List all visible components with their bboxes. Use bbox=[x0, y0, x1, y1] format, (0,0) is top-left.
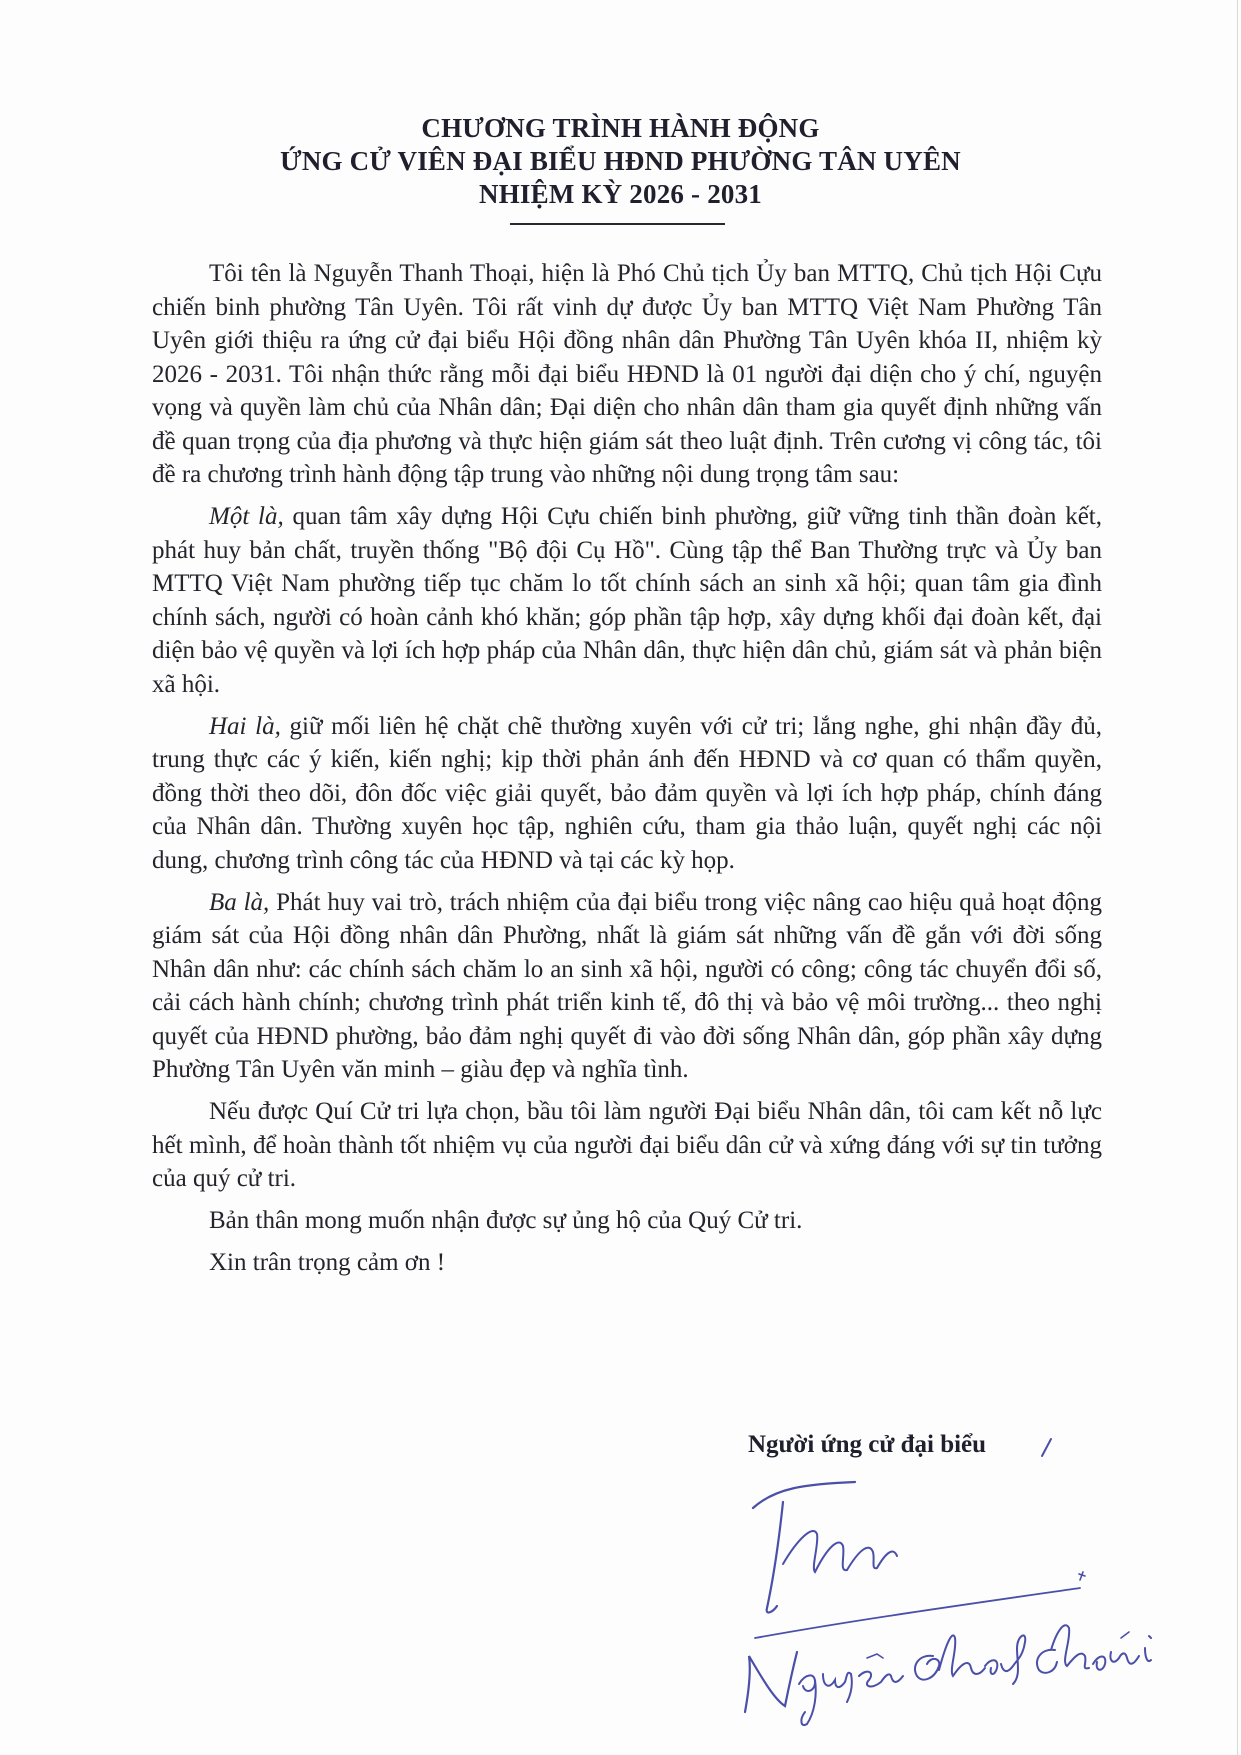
paragraph-lead: Hai là, bbox=[209, 712, 281, 740]
paragraph-lead: Ba là, bbox=[209, 888, 270, 916]
paragraph-text: Bản thân mong muốn nhận được sự ủng hộ của Quý Cử tri. bbox=[209, 1207, 803, 1234]
paragraph-point-1 bbox=[152, 500, 1102, 701]
pen-tick-mark bbox=[1040, 1436, 1054, 1458]
paragraph-text: quan tâm xây dựng Hội Cựu chiến binh phường, giữ vững tinh thần đoàn kết, phát huy bản chất, truyền thống "Bộ đội Cụ Hồ". Cùng tập thể Ban Thường trực và Ủy ban MTTQ Việt Nam phường tiếp tục chăm lo tốt chính sách an sinh xã hội; quan tâm gia đình chính sách, người có hoàn cảnh khó khăn; góp phần tập hợp, xây dựng khối đại đoàn kết, đại diện bảo vệ quyền và lợi ích hợp pháp của Nhân dân, thực hiện dân chủ, giám sát và phản biện xã hội. bbox=[152, 503, 1102, 698]
paragraph-support bbox=[152, 1204, 1102, 1238]
scan-edge-line bbox=[1237, 0, 1238, 1755]
paragraph-thanks bbox=[152, 1246, 1102, 1280]
paragraph-point-3 bbox=[152, 886, 1102, 1087]
title-line-1: CHƯƠNG TRÌNH HÀNH ĐỘNG bbox=[421, 113, 820, 143]
paragraph-text: Nếu được Quí Cử tri lựa chọn, bầu tôi làm người Đại biểu Nhân dân, tôi cam kết nỗ lực hết mình, để hoàn thành tốt nhiệm vụ của người đại biểu dân cử và xứng đáng với sự tin tưởng của quý cử tri. bbox=[152, 1098, 1102, 1192]
paragraph-text: Xin trân trọng cảm ơn ! bbox=[209, 1249, 446, 1276]
paragraph-commitment bbox=[152, 1095, 1102, 1196]
paragraph-text: giữ mối liên hệ chặt chẽ thường xuyên với cử tri; lắng nghe, ghi nhận đầy đủ, trung thực các ý kiến, kiến nghị; kịp thời phản ánh đến HĐND và cơ quan có thẩm quyền, đồng thời theo dõi, đôn đốc việc giải quyết, bảo đảm quyền và lợi ích hợp pháp, chính đáng của Nhân dân. Thường xuyên học tập, nghiên cứu, tham gia thảo luận, quyết nghị các nội dung, chương trình công tác của HĐND và tại các kỳ họp. bbox=[152, 712, 1102, 874]
paragraph-lead: Một là, bbox=[209, 503, 284, 530]
paragraph-text: Phát huy vai trò, trách nhiệm của đại biểu trong việc nâng cao hiệu quả hoạt động giám sát của Hội đồng nhân dân Phường, nhất là giám sát những vấn đề gắn với đời sống Nhân dân như: các chính sách chăm lo an sinh xã hội, người có công; công tác chuyển đổi số, cải cách hành chính; chương trình phát triển kinh tế, đô thị và bảo vệ môi trường... theo nghị quyết của HĐND phường, bảo đảm nghị quyết đi vào đời sống Nhân dân, góp phần xây dựng Phường Tân Uyên văn minh – giàu đẹp và nghĩa tình. bbox=[152, 888, 1103, 1083]
title-line-2: ỨNG CỬ VIÊN ĐẠI BIỂU HĐND PHƯỜNG TÂN UYÊN bbox=[280, 146, 961, 176]
title-line-3: NHIỆM KỲ 2026 - 2031 bbox=[479, 179, 762, 209]
handwritten-signature bbox=[735, 1480, 1175, 1730]
signer-title: Người ứng cử đại biểu bbox=[748, 1431, 987, 1458]
paragraph-point-2 bbox=[152, 710, 1102, 878]
title-underline bbox=[510, 223, 725, 225]
paragraph-intro bbox=[152, 257, 1102, 492]
paragraph-text: Tôi tên là Nguyễn Thanh Thoại, hiện là Phó Chủ tịch Ủy ban MTTQ, Chủ tịch Hội Cựu chiến binh phường Tân Uyên. Tôi rất vinh dự được Ủy ban MTTQ Việt Nam Phường Tân Uyên giới thiệu ra ứng cử đại biểu Hội đồng nhân dân Phường Tân Uyên khóa II, nhiệm kỳ 2026 - 2031. Tôi nhận thức rằng mỗi đại biểu HĐND là 01 người đại diện cho ý chí, nguyện vọng và quyền làm chủ của Nhân dân; Đại diện cho nhân dân tham gia quyết định những vấn đề quan trọng của địa phương và thực hiện giám sát theo luật định. Trên cương vị công tác, tôi đề ra chương trình hành động tập trung vào những nội dung trọng tâm sau: bbox=[152, 260, 1102, 488]
document-body bbox=[152, 257, 1102, 1288]
document-title bbox=[0, 112, 1241, 211]
